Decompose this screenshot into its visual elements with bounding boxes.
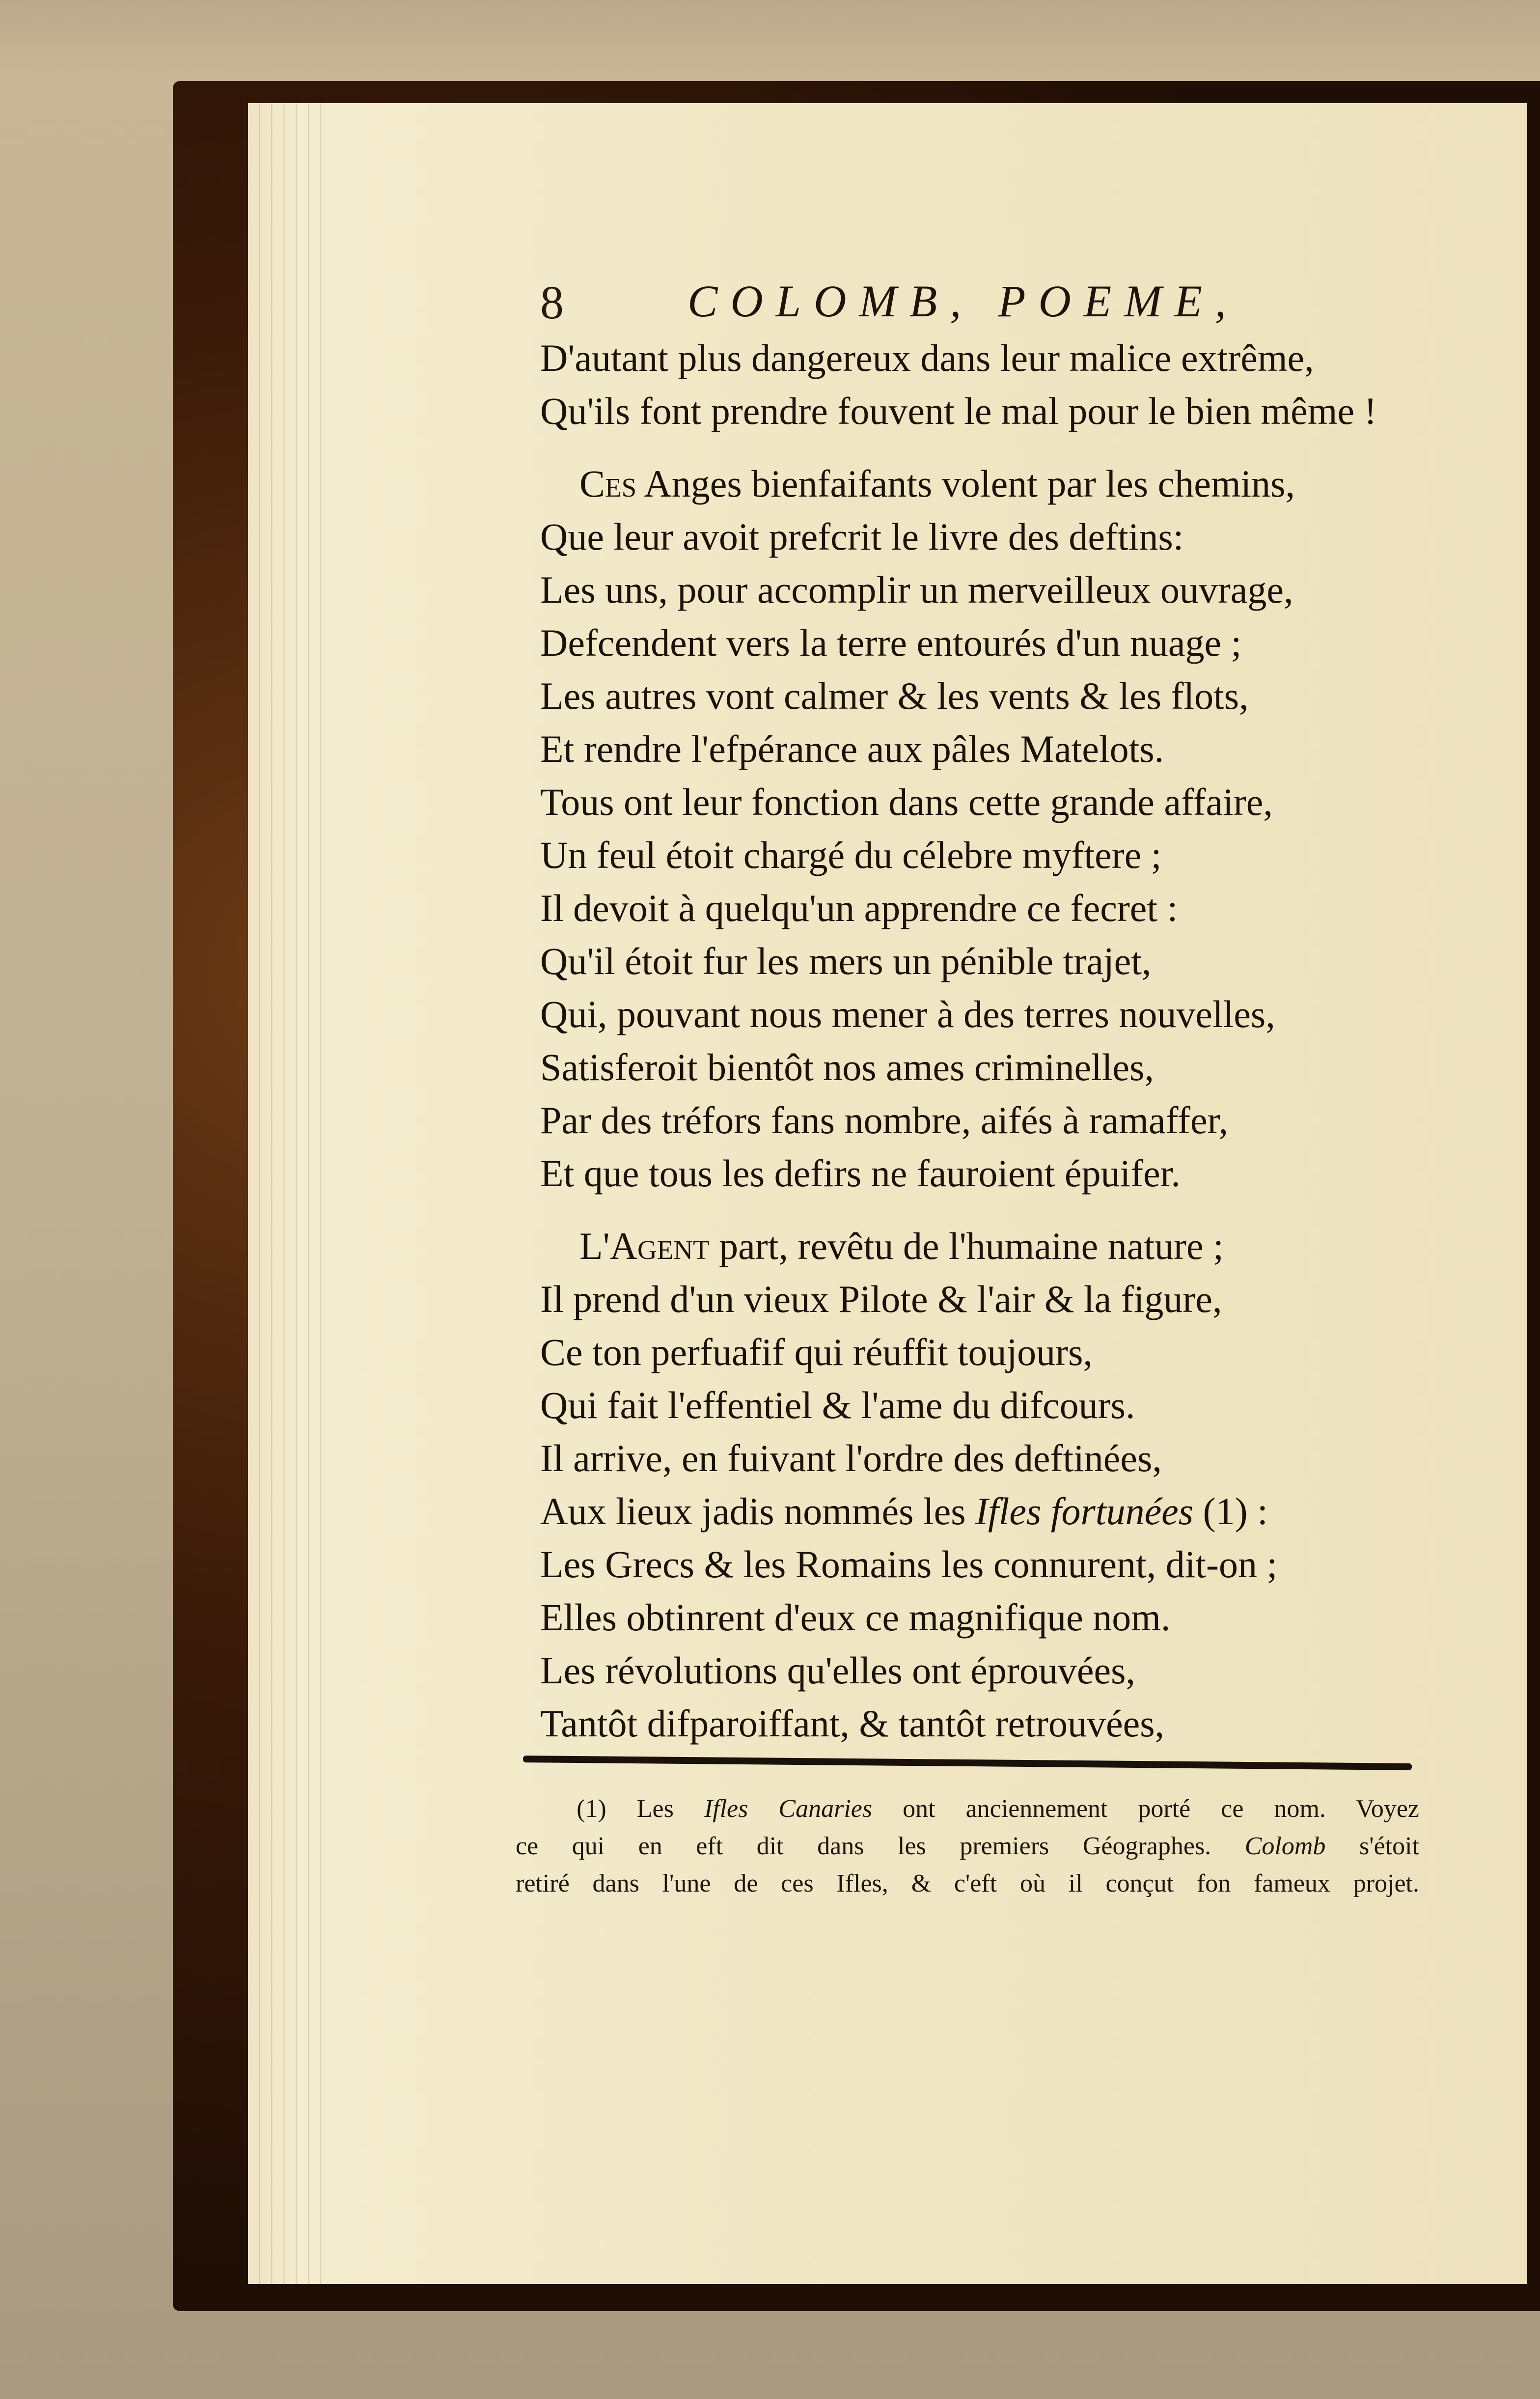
verse-line: Il prend d'un vieux Pilote & l'air & la figure, (540, 1278, 1222, 1320)
page-edges (248, 103, 322, 2284)
running-title: COLOMB, POEME, (688, 276, 1239, 326)
verse-line: Ce ton perfuafif qui réuffit toujours, (540, 1331, 1093, 1373)
verse-line: Il devoit à quelqu'un apprendre ce fecret : (540, 887, 1178, 929)
verse-line: Par des tréfors fans nombre, aifés à ramaffer, (540, 1099, 1228, 1142)
footnote-line: ce qui en eft dit dans les premiers Géographes. Colomb s'étoit (516, 1832, 1420, 1860)
verse-line: Les uns, pour accomplir un merveilleux ouvrage, (540, 568, 1293, 611)
verse-line: Qui, pouvant nous mener à des terres nouvelles, (540, 993, 1275, 1035)
verse-line: Qu'il étoit fur les mers un pénible trajet, (540, 940, 1152, 982)
footnote-line: retiré dans l'une de ces Ifles, & c'eft où il conçut fon fameux projet. (516, 1869, 1419, 1897)
page-number: 8 (540, 276, 564, 329)
verse-line: Les Grecs & les Romains les connurent, dit-on ; (540, 1543, 1278, 1586)
verse-line: Tantôt difparoiffant, & tantôt retrouvées, (540, 1702, 1165, 1745)
footnote-ref[interactable]: (1) : (1203, 1490, 1268, 1533)
verse-line: Defcendent vers la terre entourés d'un nuage ; (540, 621, 1242, 664)
footnote (516, 1790, 1419, 1902)
verse-line: D'autant plus dangereux dans leur malice extrême, (540, 336, 1314, 379)
verse-line: Qui fait l'effentiel & l'ame du difcours. (540, 1384, 1135, 1426)
verse-line: Elles obtinrent d'eux ce magnifique nom. (540, 1596, 1171, 1639)
verse-line: Ces Anges bienfaifants volent par les chemins, (579, 462, 1295, 505)
poem-text (540, 332, 1473, 1750)
verse-line: Tous ont leur fonction dans cette grande affaire, (540, 781, 1273, 823)
running-header (540, 275, 1375, 334)
verse-line: Il arrive, en fuivant l'ordre des deftinées, (540, 1437, 1162, 1479)
verse-line: Qu'ils font prendre fouvent le mal pour le bien même ! (540, 390, 1377, 432)
verse-line: Et que tous les defirs ne fauroient épuifer. (540, 1152, 1181, 1195)
verse-line: Satisferoit bientôt nos ames criminelles, (540, 1046, 1154, 1088)
opening-caps: L'Agent (579, 1225, 710, 1267)
verse-line: Que leur avoit prefcrit le livre des deftins: (540, 515, 1184, 558)
verse-line: L'Agent part, revêtu de l'humaine nature ; (579, 1225, 1224, 1267)
verse-line: Les révolutions qu'elles ont éprouvées, (540, 1649, 1135, 1692)
verse-line: Et rendre l'efpérance aux pâles Matelots. (540, 727, 1164, 770)
italic-phrase: Ifles fortunées (975, 1490, 1194, 1533)
verse-line: Aux lieux jadis nommés les Ifles fortunées (1) : (540, 1490, 1268, 1533)
verse-line: Les autres vont calmer & les vents & les flots, (540, 674, 1249, 717)
verse-line: Un feul étoit chargé du célebre myftere ; (540, 834, 1162, 876)
opening-caps: Ces (579, 462, 637, 505)
footnote-line: (1) Les Ifles Canaries ont anciennement porté ce nom. Voyez (577, 1795, 1419, 1823)
